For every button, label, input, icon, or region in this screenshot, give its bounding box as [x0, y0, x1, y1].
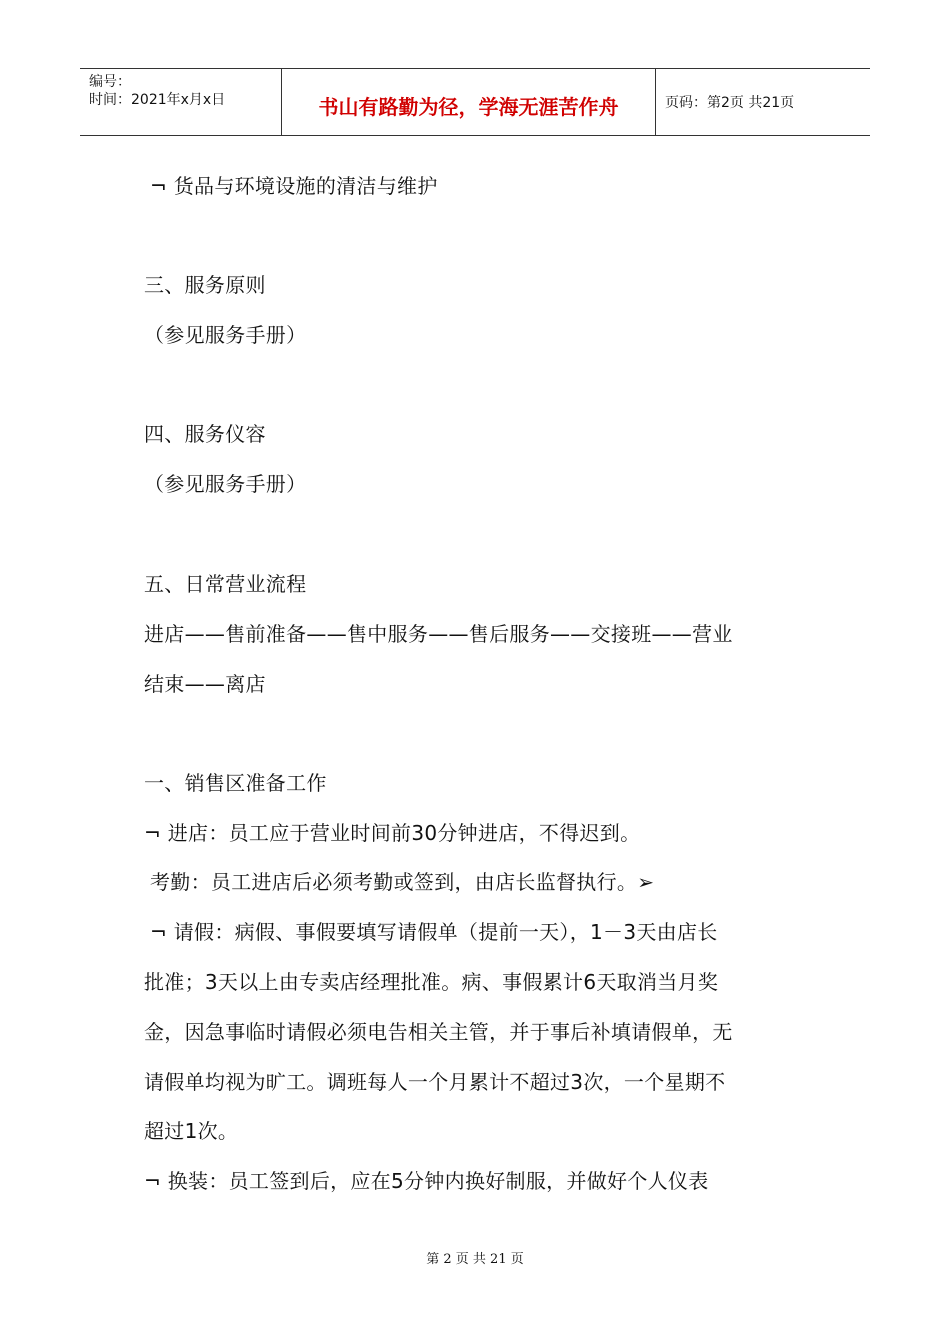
- header-motto: 书山有路勤为径，学海无涯苦作舟: [318, 95, 619, 119]
- paragraph-line: 进店——售前准备——售中服务——售后服务——交接班——营业: [144, 622, 733, 646]
- section-heading: 四、服务仪容: [144, 422, 266, 446]
- bullet-line: ¬ 进店：员工应于营业时间前30分钟进店，不得迟到。: [144, 821, 641, 845]
- header-page-label: 页码：第2页 共21页: [665, 95, 795, 111]
- paragraph-line: 超过1次。: [144, 1119, 239, 1143]
- section-note: （参见服务手册）: [144, 472, 307, 496]
- document-header: [80, 68, 870, 136]
- section-note: （参见服务手册）: [144, 323, 307, 347]
- header-page-cell: [656, 69, 870, 135]
- paragraph-line: 批准；3天以上由专卖店经理批准。病、事假累计6天取消当月奖: [144, 970, 719, 994]
- document-number-label: 编号：: [89, 74, 131, 90]
- document-date-label: 时间：2021年x月x日: [89, 92, 226, 108]
- section-heading: 五、日常营业流程: [144, 572, 307, 596]
- header-info-cell: [80, 69, 282, 135]
- section-heading: 三、服务原则: [144, 273, 266, 297]
- header-motto-cell: [282, 69, 656, 135]
- section-heading: 一、销售区准备工作: [144, 771, 327, 795]
- bullet-line: ¬ 请假：病假、事假要填写请假单（提前一天），1－3天由店长: [150, 920, 718, 944]
- paragraph-line: 结束——离店: [144, 672, 266, 696]
- paragraph-line: 考勤：员工进店后必须考勤或签到，由店长监督执行。➢: [150, 870, 655, 894]
- bullet-line: ¬ 换装：员工签到后，应在5分钟内换好制服，并做好个人仪表: [144, 1169, 709, 1193]
- paragraph-line: 请假单均视为旷工。调班每人一个月累计不超过3次，一个星期不: [144, 1070, 726, 1094]
- bullet-line: ¬ 货品与环境设施的清洁与维护: [150, 174, 438, 198]
- paragraph-line: 金，因急事临时请假必须电告相关主管，并于事后补填请假单，无: [144, 1020, 733, 1044]
- page-footer: 第 2 页 共 21 页: [426, 1252, 524, 1267]
